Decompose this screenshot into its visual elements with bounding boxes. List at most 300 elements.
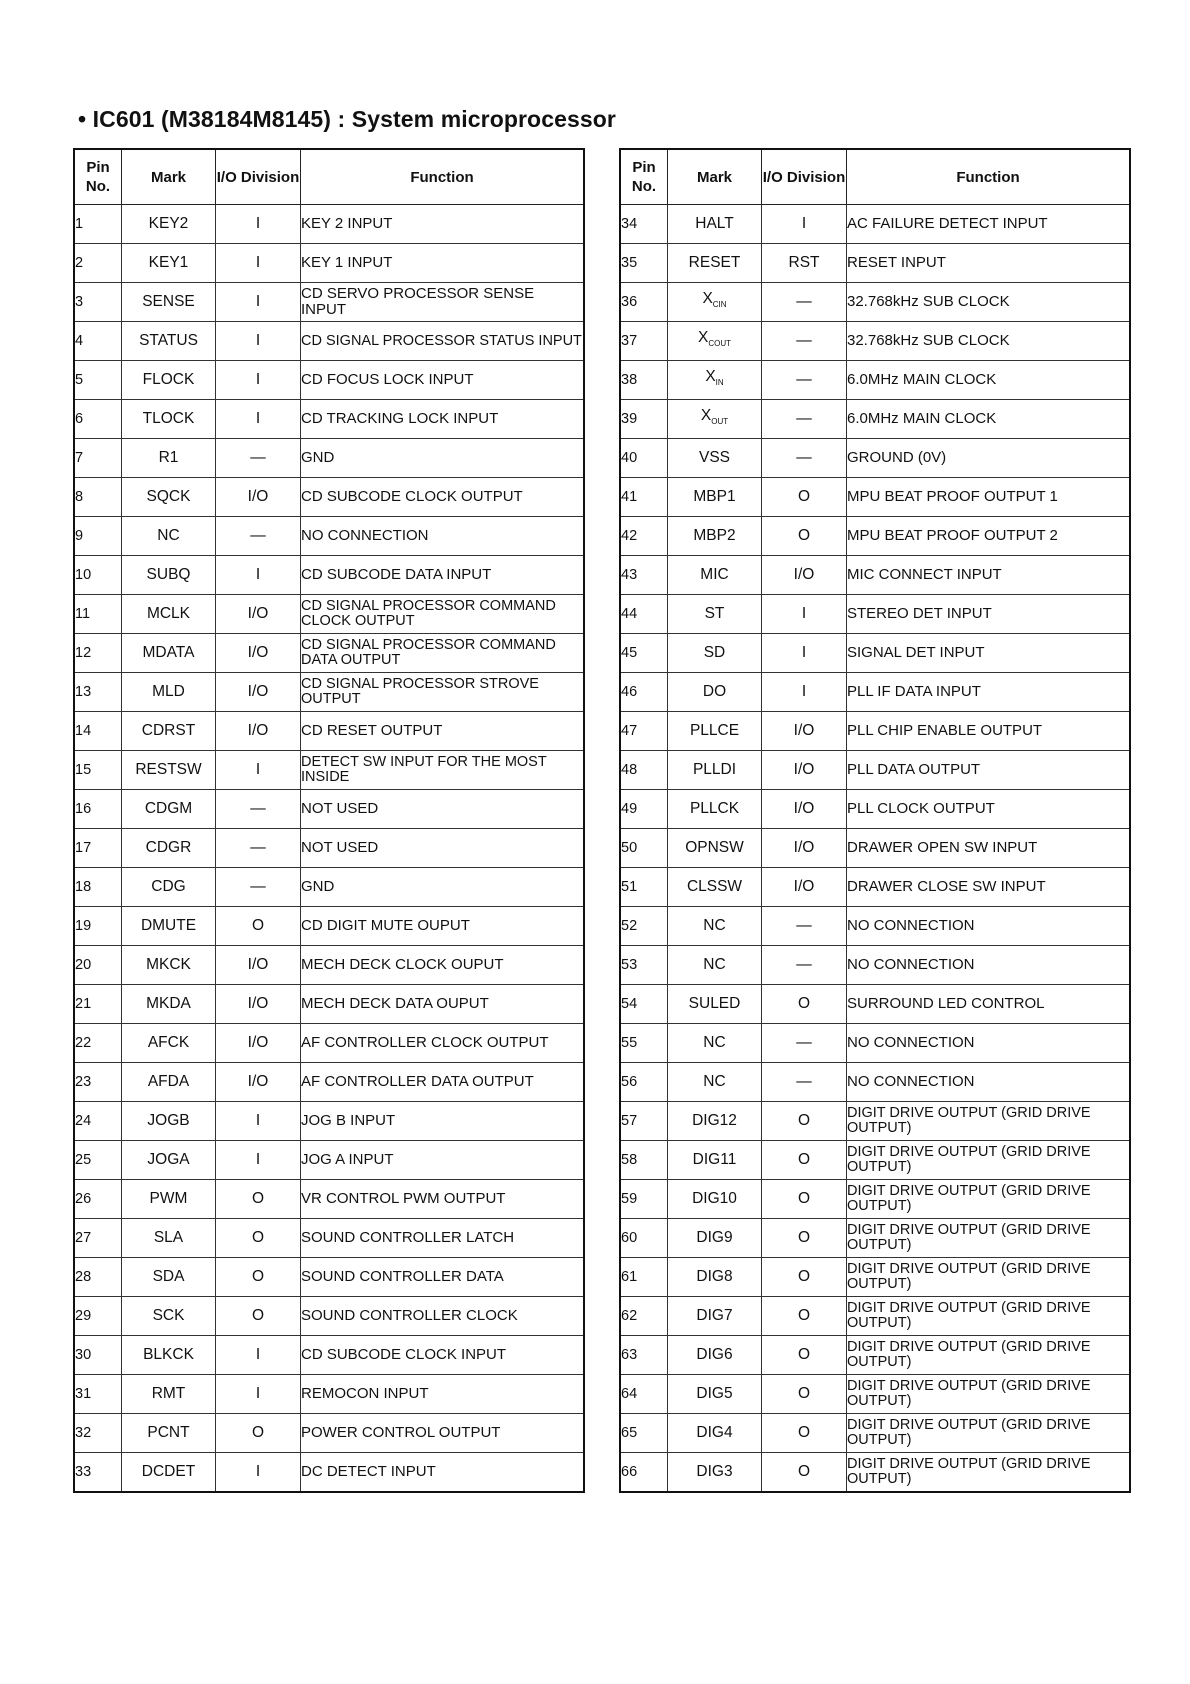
table-row bbox=[74, 907, 584, 946]
io-division: I/O bbox=[216, 634, 301, 673]
pin-mark-subscript: COUT bbox=[708, 339, 731, 349]
pin-number: 28 bbox=[74, 1258, 122, 1297]
table-row bbox=[74, 400, 584, 439]
table-row bbox=[74, 244, 584, 283]
pin-function: NO CONNECTION bbox=[847, 907, 1131, 946]
table-row bbox=[620, 517, 1130, 556]
pin-function: DIGIT DRIVE OUTPUT (GRID DRIVE OUTPUT) bbox=[847, 1336, 1131, 1375]
table-row bbox=[620, 1141, 1130, 1180]
pin-number: 2 bbox=[74, 244, 122, 283]
table-row bbox=[74, 517, 584, 556]
pin-number: 42 bbox=[620, 517, 668, 556]
pin-mark: CDG bbox=[122, 868, 216, 907]
io-division: O bbox=[762, 1336, 847, 1375]
table-row bbox=[74, 985, 584, 1024]
table-row bbox=[620, 868, 1130, 907]
pin-mark: JOGB bbox=[122, 1102, 216, 1141]
pin-number: 20 bbox=[74, 946, 122, 985]
pin-function: CD SIGNAL PROCESSOR COMMAND CLOCK OUTPUT bbox=[301, 595, 585, 634]
table-row bbox=[620, 1414, 1130, 1453]
pin-number: 47 bbox=[620, 712, 668, 751]
pin-number: 45 bbox=[620, 634, 668, 673]
pin-function: CD SERVO PROCESSOR SENSE INPUT bbox=[301, 283, 585, 322]
table-header-row bbox=[74, 149, 584, 205]
pin-mark: AFDA bbox=[122, 1063, 216, 1102]
pin-mark-subscript: CIN bbox=[712, 300, 727, 310]
pin-function: KEY 2 INPUT bbox=[301, 205, 585, 244]
pin-mark: R1 bbox=[122, 439, 216, 478]
pin-function: RESET INPUT bbox=[847, 244, 1131, 283]
pin-mark: DIG10 bbox=[668, 1180, 762, 1219]
table-row bbox=[620, 1063, 1130, 1102]
table-row bbox=[74, 790, 584, 829]
pin-mark-main: X bbox=[697, 328, 709, 346]
io-division: O bbox=[762, 985, 847, 1024]
pin-function: POWER CONTROL OUTPUT bbox=[301, 1414, 585, 1453]
pin-number: 37 bbox=[620, 322, 668, 361]
pin-number: 32 bbox=[74, 1414, 122, 1453]
pin-number: 5 bbox=[74, 361, 122, 400]
pin-mark: AFCK bbox=[122, 1024, 216, 1063]
pin-number: 46 bbox=[620, 673, 668, 712]
table-row bbox=[620, 322, 1130, 361]
pin-number: 3 bbox=[74, 283, 122, 322]
table-row bbox=[74, 1297, 584, 1336]
io-division: — bbox=[762, 400, 847, 439]
io-division: — bbox=[762, 361, 847, 400]
io-division: O bbox=[762, 478, 847, 517]
pin-function: DIGIT DRIVE OUTPUT (GRID DRIVE OUTPUT) bbox=[847, 1414, 1131, 1453]
table-row bbox=[620, 478, 1130, 517]
header-io-division: I/O Division bbox=[762, 149, 847, 205]
io-division: — bbox=[762, 1024, 847, 1063]
table-row bbox=[620, 790, 1130, 829]
pin-function: NO CONNECTION bbox=[301, 517, 585, 556]
table-row bbox=[620, 1219, 1130, 1258]
pin-function: DIGIT DRIVE OUTPUT (GRID DRIVE OUTPUT) bbox=[847, 1141, 1131, 1180]
pin-function: MPU BEAT PROOF OUTPUT 2 bbox=[847, 517, 1131, 556]
table-row bbox=[74, 673, 584, 712]
table-row bbox=[620, 1180, 1130, 1219]
pin-number: 17 bbox=[74, 829, 122, 868]
pin-number: 27 bbox=[74, 1219, 122, 1258]
pin-number: 49 bbox=[620, 790, 668, 829]
pin-number: 63 bbox=[620, 1336, 668, 1375]
pin-mark: BLKCK bbox=[122, 1336, 216, 1375]
pin-mark-main: X bbox=[702, 289, 713, 307]
pin-mark: SCK bbox=[122, 1297, 216, 1336]
pin-function: CD RESET OUTPUT bbox=[301, 712, 585, 751]
pin-number: 57 bbox=[620, 1102, 668, 1141]
table-row bbox=[74, 751, 584, 790]
pin-mark: SULED bbox=[668, 985, 762, 1024]
pin-function: CD SUBCODE DATA INPUT bbox=[301, 556, 585, 595]
io-division: I bbox=[216, 244, 301, 283]
pin-function: NO CONNECTION bbox=[847, 946, 1131, 985]
io-division: I/O bbox=[762, 751, 847, 790]
io-division: — bbox=[762, 439, 847, 478]
table-row bbox=[74, 946, 584, 985]
io-division: I/O bbox=[762, 868, 847, 907]
io-division: I bbox=[216, 1336, 301, 1375]
pin-function: MIC CONNECT INPUT bbox=[847, 556, 1131, 595]
io-division: I bbox=[216, 205, 301, 244]
io-division: O bbox=[762, 1297, 847, 1336]
io-division: O bbox=[762, 1453, 847, 1493]
table-row bbox=[620, 205, 1130, 244]
table-row bbox=[620, 400, 1130, 439]
pin-function: 6.0MHz MAIN CLOCK bbox=[847, 361, 1131, 400]
io-division: I/O bbox=[216, 595, 301, 634]
io-division: I/O bbox=[216, 985, 301, 1024]
table-row bbox=[74, 1414, 584, 1453]
pin-function: SOUND CONTROLLER LATCH bbox=[301, 1219, 585, 1258]
table-row bbox=[620, 751, 1130, 790]
pin-number: 62 bbox=[620, 1297, 668, 1336]
pin-mark: OPNSW bbox=[668, 829, 762, 868]
pin-number: 24 bbox=[74, 1102, 122, 1141]
pin-number: 60 bbox=[620, 1219, 668, 1258]
pin-function: SIGNAL DET INPUT bbox=[847, 634, 1131, 673]
pin-function: 32.768kHz SUB CLOCK bbox=[847, 283, 1131, 322]
pin-function: MPU BEAT PROOF OUTPUT 1 bbox=[847, 478, 1131, 517]
pin-function: DIGIT DRIVE OUTPUT (GRID DRIVE OUTPUT) bbox=[847, 1219, 1131, 1258]
pin-mark: HALT bbox=[668, 205, 762, 244]
pin-mark: TLOCK bbox=[122, 400, 216, 439]
pin-function: CD TRACKING LOCK INPUT bbox=[301, 400, 585, 439]
io-division: O bbox=[216, 1414, 301, 1453]
table-row bbox=[74, 1375, 584, 1414]
pin-number: 13 bbox=[74, 673, 122, 712]
pin-mark: CLSSW bbox=[668, 868, 762, 907]
io-division: I bbox=[216, 1102, 301, 1141]
pin-mark: DIG9 bbox=[668, 1219, 762, 1258]
pin-number: 23 bbox=[74, 1063, 122, 1102]
io-division: RST bbox=[762, 244, 847, 283]
io-division: O bbox=[216, 1297, 301, 1336]
pin-function: PLL DATA OUTPUT bbox=[847, 751, 1131, 790]
pin-function: SOUND CONTROLLER CLOCK bbox=[301, 1297, 585, 1336]
pin-function: 32.768kHz SUB CLOCK bbox=[847, 322, 1131, 361]
table-row bbox=[74, 634, 584, 673]
pin-number: 48 bbox=[620, 751, 668, 790]
pin-mark: DIG11 bbox=[668, 1141, 762, 1180]
pin-mark: RESET bbox=[668, 244, 762, 283]
io-division: — bbox=[762, 1063, 847, 1102]
table-row bbox=[74, 439, 584, 478]
pin-mark: RESTSW bbox=[122, 751, 216, 790]
pin-mark: MLD bbox=[122, 673, 216, 712]
pin-mark: KEY1 bbox=[122, 244, 216, 283]
io-division: — bbox=[762, 907, 847, 946]
table-row bbox=[620, 1258, 1130, 1297]
table-row bbox=[620, 673, 1130, 712]
io-division: O bbox=[762, 1258, 847, 1297]
table-row bbox=[74, 868, 584, 907]
table-header-row bbox=[620, 149, 1130, 205]
pin-mark: MKCK bbox=[122, 946, 216, 985]
table-row bbox=[620, 595, 1130, 634]
pin-mark: CDGR bbox=[122, 829, 216, 868]
pin-number: 25 bbox=[74, 1141, 122, 1180]
pin-number: 6 bbox=[74, 400, 122, 439]
io-division: — bbox=[216, 439, 301, 478]
pin-number: 39 bbox=[620, 400, 668, 439]
pin-mark: MDATA bbox=[122, 634, 216, 673]
header-function: Function bbox=[847, 149, 1131, 205]
table-row bbox=[620, 361, 1130, 400]
io-division: O bbox=[216, 1258, 301, 1297]
pin-number: 54 bbox=[620, 985, 668, 1024]
pin-function: NOT USED bbox=[301, 790, 585, 829]
io-division: I/O bbox=[762, 829, 847, 868]
pin-number: 36 bbox=[620, 283, 668, 322]
pin-mark: NC bbox=[668, 946, 762, 985]
pin-function: CD SUBCODE CLOCK INPUT bbox=[301, 1336, 585, 1375]
pin-mark: KEY2 bbox=[122, 205, 216, 244]
pin-function: MECH DECK DATA OUPUT bbox=[301, 985, 585, 1024]
pin-number: 40 bbox=[620, 439, 668, 478]
table-row bbox=[74, 595, 584, 634]
pin-mark bbox=[668, 400, 762, 439]
pin-mark: DIG8 bbox=[668, 1258, 762, 1297]
io-division: O bbox=[762, 1414, 847, 1453]
pin-mark: MCLK bbox=[122, 595, 216, 634]
pin-function: 6.0MHz MAIN CLOCK bbox=[847, 400, 1131, 439]
pin-mark-main: X bbox=[700, 406, 712, 424]
pin-function: SOUND CONTROLLER DATA bbox=[301, 1258, 585, 1297]
io-division: O bbox=[216, 1180, 301, 1219]
table-row bbox=[620, 1024, 1130, 1063]
pin-function: CD SIGNAL PROCESSOR STROVE OUTPUT bbox=[301, 673, 585, 712]
pin-function: PLL IF DATA INPUT bbox=[847, 673, 1131, 712]
io-division: I bbox=[762, 205, 847, 244]
pin-mark: DIG12 bbox=[668, 1102, 762, 1141]
pin-number: 18 bbox=[74, 868, 122, 907]
pin-mark: CDRST bbox=[122, 712, 216, 751]
pin-mark-subscript: IN bbox=[715, 378, 724, 388]
pin-function: VR CONTROL PWM OUTPUT bbox=[301, 1180, 585, 1219]
pin-number: 11 bbox=[74, 595, 122, 634]
pin-number: 51 bbox=[620, 868, 668, 907]
pin-mark-main: X bbox=[705, 367, 716, 385]
io-division: I bbox=[216, 400, 301, 439]
header-pin-no: Pin No. bbox=[74, 149, 122, 205]
table-row bbox=[74, 712, 584, 751]
pin-mark: FLOCK bbox=[122, 361, 216, 400]
pin-mark: DMUTE bbox=[122, 907, 216, 946]
table-row bbox=[620, 829, 1130, 868]
pin-number: 15 bbox=[74, 751, 122, 790]
pin-number: 19 bbox=[74, 907, 122, 946]
io-division: I bbox=[216, 283, 301, 322]
pin-number: 50 bbox=[620, 829, 668, 868]
pin-function: CD SIGNAL PROCESSOR COMMAND DATA OUTPUT bbox=[301, 634, 585, 673]
pin-function: CD SIGNAL PROCESSOR STATUS INPUT bbox=[301, 322, 585, 361]
io-division: I/O bbox=[762, 556, 847, 595]
pin-function: NO CONNECTION bbox=[847, 1024, 1131, 1063]
io-division: I bbox=[216, 1453, 301, 1493]
pin-mark: NC bbox=[668, 907, 762, 946]
pin-function: CD DIGIT MUTE OUPUT bbox=[301, 907, 585, 946]
pin-number: 33 bbox=[74, 1453, 122, 1493]
pin-mark: DIG6 bbox=[668, 1336, 762, 1375]
pin-function: STEREO DET INPUT bbox=[847, 595, 1131, 634]
pin-number: 64 bbox=[620, 1375, 668, 1414]
table-row bbox=[74, 1141, 584, 1180]
pin-function: PLL CLOCK OUTPUT bbox=[847, 790, 1131, 829]
table-row bbox=[74, 1180, 584, 1219]
table-row bbox=[74, 1024, 584, 1063]
table-row bbox=[620, 1453, 1130, 1493]
pin-number: 26 bbox=[74, 1180, 122, 1219]
pin-mark: PCNT bbox=[122, 1414, 216, 1453]
pin-number: 52 bbox=[620, 907, 668, 946]
io-division: I bbox=[216, 751, 301, 790]
pin-mark: SLA bbox=[122, 1219, 216, 1258]
io-division: O bbox=[762, 1180, 847, 1219]
io-division: I bbox=[762, 634, 847, 673]
pin-number: 14 bbox=[74, 712, 122, 751]
pin-mark: DIG4 bbox=[668, 1414, 762, 1453]
pin-mark: MKDA bbox=[122, 985, 216, 1024]
pin-number: 41 bbox=[620, 478, 668, 517]
pin-number: 43 bbox=[620, 556, 668, 595]
table-row bbox=[620, 244, 1130, 283]
io-division: I bbox=[216, 322, 301, 361]
pin-number: 55 bbox=[620, 1024, 668, 1063]
pin-mark: VSS bbox=[668, 439, 762, 478]
pin-function: DIGIT DRIVE OUTPUT (GRID DRIVE OUTPUT) bbox=[847, 1375, 1131, 1414]
pin-mark: PLLCE bbox=[668, 712, 762, 751]
pin-function: DIGIT DRIVE OUTPUT (GRID DRIVE OUTPUT) bbox=[847, 1180, 1131, 1219]
pin-mark bbox=[668, 283, 762, 322]
pin-function: KEY 1 INPUT bbox=[301, 244, 585, 283]
pin-function: AF CONTROLLER DATA OUTPUT bbox=[301, 1063, 585, 1102]
pin-mark bbox=[668, 322, 762, 361]
pin-number: 65 bbox=[620, 1414, 668, 1453]
pin-function: NO CONNECTION bbox=[847, 1063, 1131, 1102]
pin-function: CD SUBCODE CLOCK OUTPUT bbox=[301, 478, 585, 517]
pin-mark: PLLCK bbox=[668, 790, 762, 829]
pin-number: 12 bbox=[74, 634, 122, 673]
pin-mark: MBP1 bbox=[668, 478, 762, 517]
table-row bbox=[74, 1219, 584, 1258]
table-row bbox=[74, 1102, 584, 1141]
header-pin-no: Pin No. bbox=[620, 149, 668, 205]
pin-mark: MIC bbox=[668, 556, 762, 595]
pin-function: JOG A INPUT bbox=[301, 1141, 585, 1180]
pin-mark: SDA bbox=[122, 1258, 216, 1297]
table-row bbox=[620, 1102, 1130, 1141]
pin-number: 44 bbox=[620, 595, 668, 634]
pin-number: 35 bbox=[620, 244, 668, 283]
table-row bbox=[74, 556, 584, 595]
pin-mark: JOGA bbox=[122, 1141, 216, 1180]
pin-function: NOT USED bbox=[301, 829, 585, 868]
io-division: I/O bbox=[216, 712, 301, 751]
pin-number: 7 bbox=[74, 439, 122, 478]
pin-number: 29 bbox=[74, 1297, 122, 1336]
io-division: I bbox=[216, 1375, 301, 1414]
io-division: I/O bbox=[216, 946, 301, 985]
pin-mark: DIG5 bbox=[668, 1375, 762, 1414]
header-function: Function bbox=[301, 149, 585, 205]
header-mark: Mark bbox=[122, 149, 216, 205]
pin-number: 56 bbox=[620, 1063, 668, 1102]
table-body bbox=[74, 205, 584, 1493]
table-row bbox=[74, 1336, 584, 1375]
pin-table-left bbox=[73, 148, 585, 1493]
table-row bbox=[74, 1258, 584, 1297]
io-division: O bbox=[762, 517, 847, 556]
pin-function: CD FOCUS LOCK INPUT bbox=[301, 361, 585, 400]
pin-mark: MBP2 bbox=[668, 517, 762, 556]
io-division: I bbox=[216, 556, 301, 595]
pin-number: 31 bbox=[74, 1375, 122, 1414]
pin-mark: RMT bbox=[122, 1375, 216, 1414]
pin-function: DIGIT DRIVE OUTPUT (GRID DRIVE OUTPUT) bbox=[847, 1258, 1131, 1297]
pin-function: GROUND (0V) bbox=[847, 439, 1131, 478]
page-title: • IC601 (M38184M8145) : System microprocessor bbox=[78, 106, 616, 132]
pin-mark: DO bbox=[668, 673, 762, 712]
pin-mark: PWM bbox=[122, 1180, 216, 1219]
table-row bbox=[620, 907, 1130, 946]
pin-number: 38 bbox=[620, 361, 668, 400]
io-division: O bbox=[216, 1219, 301, 1258]
io-division: I/O bbox=[762, 790, 847, 829]
table-row bbox=[620, 1375, 1130, 1414]
pin-mark: SQCK bbox=[122, 478, 216, 517]
table-row bbox=[74, 322, 584, 361]
table-row bbox=[74, 1063, 584, 1102]
io-division: I bbox=[216, 1141, 301, 1180]
table-row bbox=[74, 829, 584, 868]
io-division: I/O bbox=[216, 1024, 301, 1063]
pin-number: 61 bbox=[620, 1258, 668, 1297]
io-division: — bbox=[216, 868, 301, 907]
pin-mark: STATUS bbox=[122, 322, 216, 361]
table-row bbox=[74, 478, 584, 517]
table-row bbox=[620, 283, 1130, 322]
io-division: I/O bbox=[216, 1063, 301, 1102]
pin-mark: NC bbox=[668, 1024, 762, 1063]
pin-function: DRAWER OPEN SW INPUT bbox=[847, 829, 1131, 868]
pin-function: JOG B INPUT bbox=[301, 1102, 585, 1141]
table-body bbox=[620, 205, 1130, 1493]
io-division: — bbox=[216, 517, 301, 556]
io-division: I/O bbox=[216, 478, 301, 517]
pin-function: DRAWER CLOSE SW INPUT bbox=[847, 868, 1131, 907]
io-division: — bbox=[762, 283, 847, 322]
pin-mark: NC bbox=[122, 517, 216, 556]
pin-function: REMOCON INPUT bbox=[301, 1375, 585, 1414]
pin-function: SURROUND LED CONTROL bbox=[847, 985, 1131, 1024]
io-division: I bbox=[762, 595, 847, 634]
io-division: — bbox=[216, 790, 301, 829]
pin-mark: NC bbox=[668, 1063, 762, 1102]
pin-mark bbox=[668, 361, 762, 400]
io-division: O bbox=[762, 1102, 847, 1141]
table-row bbox=[620, 946, 1130, 985]
pin-mark: SENSE bbox=[122, 283, 216, 322]
pin-number: 10 bbox=[74, 556, 122, 595]
header-io-division: I/O Division bbox=[216, 149, 301, 205]
pin-number: 34 bbox=[620, 205, 668, 244]
pin-mark: ST bbox=[668, 595, 762, 634]
pin-function: GND bbox=[301, 439, 585, 478]
pin-mark: DIG7 bbox=[668, 1297, 762, 1336]
